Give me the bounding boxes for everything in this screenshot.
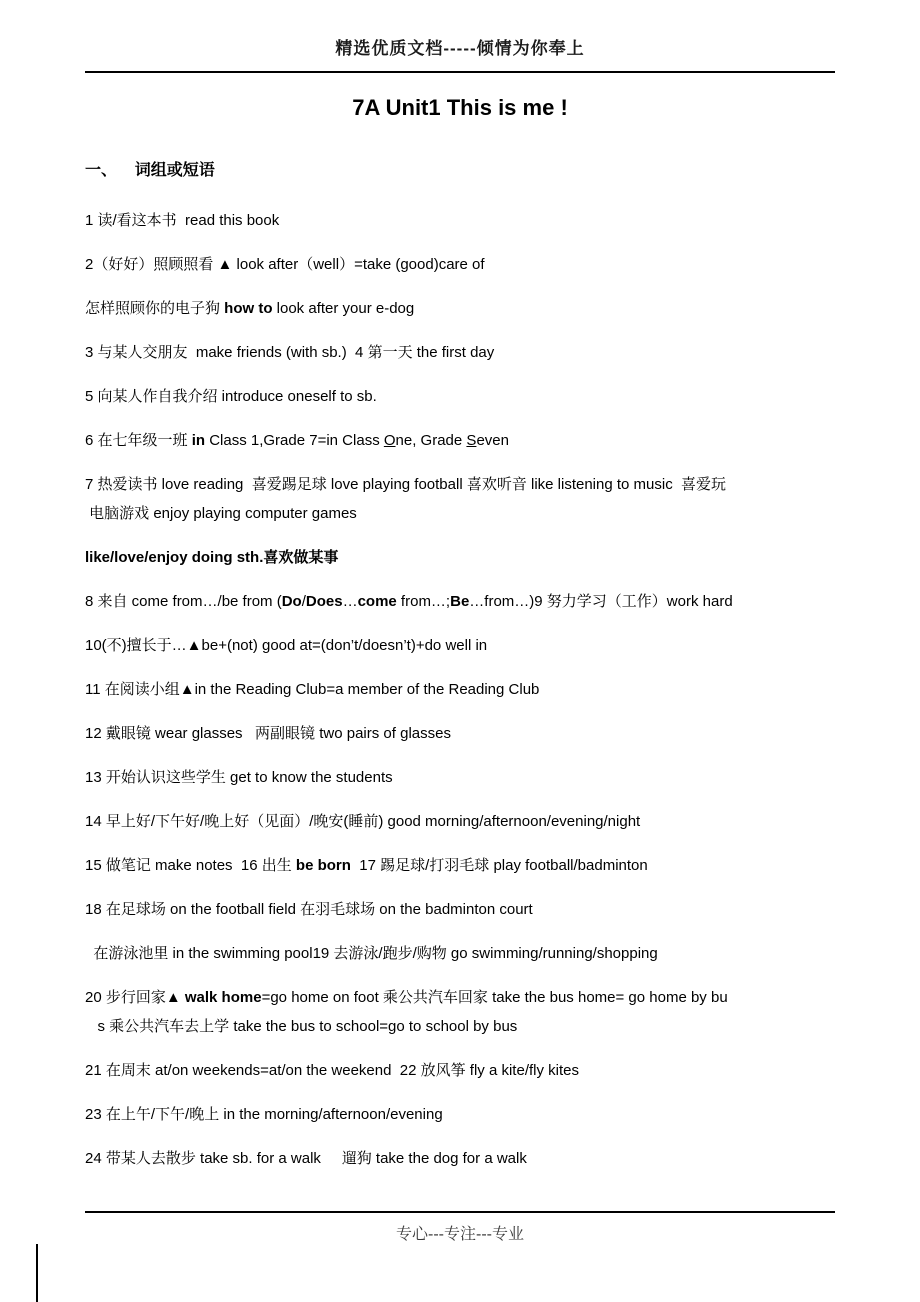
text-segment: / bbox=[301, 593, 306, 610]
text-segment: Do bbox=[281, 593, 302, 610]
text-segment: 21 在周末 at/on weekends=at/on the weekend 22 放风筝 fly a kite/fly kites bbox=[85, 1062, 579, 1079]
text-line bbox=[85, 338, 835, 367]
text-line bbox=[85, 1056, 835, 1085]
text-line bbox=[85, 895, 835, 924]
text-segment: be born bbox=[295, 857, 351, 874]
text-segment: 3 与某人交朋友 make friends (with sb.) 4 第一天 the first day bbox=[85, 344, 495, 361]
text-line bbox=[85, 1144, 835, 1173]
text-segment: 18 在足球场 on the football field 在羽毛球场 on the badminton court bbox=[85, 901, 533, 918]
text-segment: come bbox=[357, 593, 397, 610]
text-segment: 7 热爱读书 love reading 喜爱踢足球 love playing football 喜欢听音 like listening to music 喜爱玩 bbox=[85, 476, 727, 493]
text-segment: how to bbox=[224, 300, 273, 317]
text-line bbox=[85, 675, 835, 704]
text-segment: s 乘公共汽车去上学 take the bus to school=go to school by bus bbox=[85, 1018, 518, 1035]
text-segment: S bbox=[466, 432, 477, 449]
text-segment: 8 来自 come from…/be from ( bbox=[85, 593, 282, 610]
text-line bbox=[85, 939, 835, 968]
text-segment: from…; bbox=[396, 593, 451, 610]
text-segment: 11 在阅读小组▲in the Reading Club=a member of the Reading Club bbox=[85, 681, 540, 698]
text-line bbox=[85, 294, 835, 323]
header-text: 精选优质文档-----倾情为你奉上 bbox=[335, 39, 585, 58]
text-line bbox=[85, 426, 835, 455]
footer-text: 专心---专注---专业 bbox=[396, 1226, 524, 1243]
text-segment: Does bbox=[305, 593, 343, 610]
text-line bbox=[85, 983, 835, 1012]
text-segment: 电脑游戏 enjoy playing computer games bbox=[85, 505, 357, 522]
text-segment: 在游泳池里 in the swimming pool19 去游泳/跑步/购物 go swimming/running/shopping bbox=[85, 945, 658, 962]
text-line bbox=[85, 631, 835, 660]
text-segment: 20 步行回家▲ bbox=[85, 989, 185, 1006]
text-segment: 6 在七年级一班 bbox=[85, 432, 192, 449]
text-segment: look after your e-dog bbox=[272, 300, 415, 317]
page-footer bbox=[85, 1211, 835, 1244]
section-heading: 一、 词组或短语 bbox=[85, 162, 215, 179]
text-segment: …from…)9 努力学习（工作）work hard bbox=[469, 593, 733, 610]
text-segment: 12 戴眼镜 wear glasses 两副眼镜 two pairs of glasses bbox=[85, 725, 451, 742]
text-line bbox=[85, 587, 835, 616]
text-segment: =go home on foot 乘公共汽车回家 take the bus home= go home by bu bbox=[261, 989, 728, 1006]
text-line bbox=[85, 719, 835, 748]
text-segment: 5 向某人作自我介绍 introduce oneself to sb. bbox=[85, 388, 377, 405]
header-divider bbox=[85, 71, 835, 73]
text-line bbox=[85, 206, 835, 235]
text-segment: O bbox=[383, 432, 396, 449]
text-segment: 13 开始认识这些学生 get to know the students bbox=[85, 769, 393, 786]
text-line bbox=[85, 250, 835, 279]
text-line bbox=[85, 543, 835, 572]
text-line bbox=[85, 470, 835, 499]
text-line bbox=[85, 1100, 835, 1129]
text-line bbox=[85, 851, 835, 880]
text-line bbox=[85, 763, 835, 792]
text-segment: Class 1,Grade 7=in Class bbox=[205, 432, 384, 449]
text-segment: 14 早上好/下午好/晚上好（见面）/晚安(睡前) good morning/afternoon/evening/night bbox=[85, 813, 641, 830]
text-segment: like/love/enjoy doing sth.喜欢做某事 bbox=[85, 549, 339, 566]
text-segment: 1 读/看这本书 read this book bbox=[85, 212, 280, 229]
text-line bbox=[85, 1012, 835, 1041]
document-body bbox=[85, 206, 835, 1173]
text-segment: 怎样照顾你的电子狗 bbox=[85, 300, 225, 317]
text-segment: … bbox=[342, 593, 358, 610]
text-line bbox=[85, 499, 835, 528]
text-segment: Be bbox=[450, 593, 470, 610]
page-header bbox=[85, 0, 835, 73]
text-segment: 24 带某人去散步 take sb. for a walk 遛狗 take the dog for a walk bbox=[85, 1150, 527, 1167]
text-segment: 10(不)擅长于…▲be+(not) good at=(don’t/doesn’t)+do well in bbox=[85, 637, 488, 654]
text-line bbox=[85, 807, 835, 836]
text-segment: 17 踢足球/打羽毛球 play football/badminton bbox=[350, 857, 648, 874]
text-line bbox=[85, 382, 835, 411]
footer-divider bbox=[85, 1211, 835, 1213]
text-segment: walk home bbox=[184, 989, 262, 1006]
text-segment: 15 做笔记 make notes 16 出生 bbox=[85, 857, 296, 874]
text-segment: ne, Grade bbox=[395, 432, 467, 449]
text-segment: in bbox=[191, 432, 206, 449]
document-title: 7A Unit1 This is me ! bbox=[352, 95, 568, 120]
text-segment: 23 在上午/下午/晚上 in the morning/afternoon/evening bbox=[85, 1106, 443, 1123]
text-segment: 2（好好）照顾照看 ▲ look after（well）=take (good)care of bbox=[85, 256, 485, 273]
page-edge-mark bbox=[36, 1244, 38, 1302]
text-segment: even bbox=[476, 432, 509, 449]
